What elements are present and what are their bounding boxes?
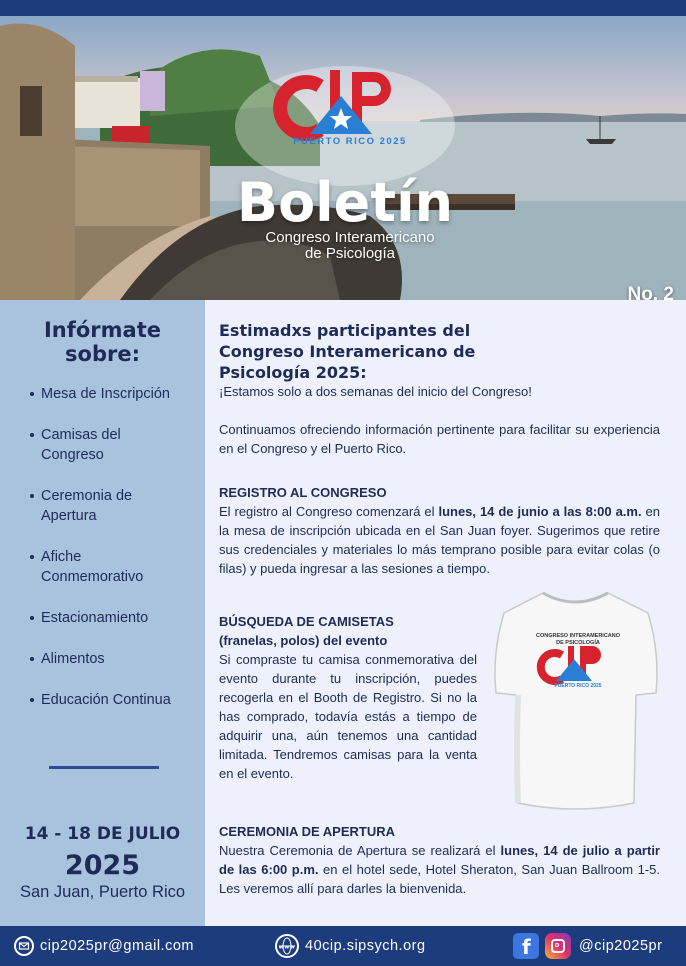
ceremonia-heading: CEREMONIA DE APERTURA xyxy=(219,824,395,839)
website-text[interactable]: 40cip.sipsych.org xyxy=(305,938,426,954)
event-dates: 14 - 18 DE JULIO xyxy=(24,824,181,844)
web-globe-icon xyxy=(275,934,299,958)
email-icon xyxy=(14,936,34,956)
registro-text-a: El registro al Congreso comenzará el xyxy=(219,504,439,519)
footer-email[interactable] xyxy=(14,926,194,966)
instagram-icon[interactable] xyxy=(545,933,571,959)
facebook-icon[interactable]: f xyxy=(513,933,539,959)
bulletin-title: Boletín xyxy=(236,171,454,234)
svg-text:www: www xyxy=(278,944,296,951)
tshirt-image xyxy=(488,583,663,815)
event-place: San Juan, Puerto Rico xyxy=(19,883,186,901)
subtitle-line-2: de Psicología xyxy=(304,245,396,262)
topics-list xyxy=(30,384,200,710)
header-banner xyxy=(0,16,686,300)
topic-item-ceremonia: Ceremonia de Apertura xyxy=(30,486,151,526)
issue-number: No. 2 xyxy=(627,284,674,300)
camisetas-subheading: (franelas, polos) del evento xyxy=(219,633,388,648)
main-content xyxy=(205,300,686,926)
email-text[interactable]: cip2025pr@gmail.com xyxy=(40,938,194,954)
shirt-print-line-1: CONGRESO INTERAMERICANO xyxy=(535,633,621,639)
footer-website[interactable] xyxy=(275,926,426,966)
sidebar-title-line-2: sobre: xyxy=(65,342,140,366)
sidebar-title-line-1: Infórmate xyxy=(43,318,162,342)
congress-subtitle xyxy=(205,230,495,262)
topic-item-educacion: Educación Continua xyxy=(30,690,200,710)
footer xyxy=(0,926,686,966)
camisetas-section xyxy=(219,612,477,783)
topic-item-alimentos: Alimentos xyxy=(30,649,200,669)
ceremonia-text-a: Nuestra Ceremonia de Apertura se realizará el xyxy=(219,843,501,858)
shirt-print-sub: PUERTO RICO 2025 xyxy=(554,683,602,689)
camisetas-heading: BÚSQUEDA DE CAMISETAS xyxy=(219,614,394,629)
topic-item-afiche: Afiche Conmemorativo xyxy=(30,547,161,587)
registro-text-b: en la mesa de inscripción ubicada en el San Juan foyer. Sugerimos que retire sus credenciales y materiales lo más temprano posible para evitar colas (o filas) y pueda ingresar a las sesiones a tiempo. xyxy=(219,504,660,576)
registro-section xyxy=(219,483,660,578)
event-year: 2025 xyxy=(64,850,141,881)
top-bar xyxy=(0,0,686,16)
ceremonia-section xyxy=(219,822,660,898)
registro-date: lunes, 14 de junio a las 8:00 a.m. xyxy=(438,504,642,519)
logo-subtitle: PUERTO RICO 2025 xyxy=(293,136,407,147)
greeting-heading: Estimadxs participantes del Congreso Interamericano de Psicología 2025: xyxy=(219,321,476,382)
ceremonia-date: lunes, 14 de julio a partir de las 6:00 p.m. xyxy=(219,843,660,877)
topic-item-camisas: Camisas del Congreso xyxy=(30,425,151,465)
ceremonia-text-b: en el hotel sede, Hotel Sheraton, San Juan Ballroom 1-5. Les veremos allí para darles la bienvenida. xyxy=(219,862,660,896)
sidebar-divider xyxy=(49,766,159,769)
sidebar-title xyxy=(0,318,205,366)
sidebar xyxy=(0,300,205,926)
subtitle-line-1: Congreso Interamericano xyxy=(265,229,435,246)
intro-paragraph-2: Continuamos ofreciendo información pertinente para facilitar su experiencia en el Congreso y el Puerto Rico. xyxy=(219,422,660,456)
topic-item-estacionamiento: Estacionamiento xyxy=(30,608,200,628)
social-handle-text[interactable]: @cip2025pr xyxy=(579,938,663,954)
intro-paragraph-1: ¡Estamos solo a dos semanas del inicio del Congreso! xyxy=(219,384,532,399)
registro-heading: REGISTRO AL CONGRESO xyxy=(219,485,387,500)
shirt-print-line-2: DE PSICOLOGÍA xyxy=(556,640,600,646)
camisetas-text: Si compraste tu camisa conmemorativa del evento durante tu inscripción, puedes recogerla en el Booth de Registro. Si no la has comprado, todavía estás a tiempo de adquirir una, aún tenemos una cantidad limitada. Tendremos camisas para la venta en el evento. xyxy=(219,652,477,781)
footer-social[interactable] xyxy=(513,926,662,966)
topic-item-inscripcion: Mesa de Inscripción xyxy=(30,384,200,404)
